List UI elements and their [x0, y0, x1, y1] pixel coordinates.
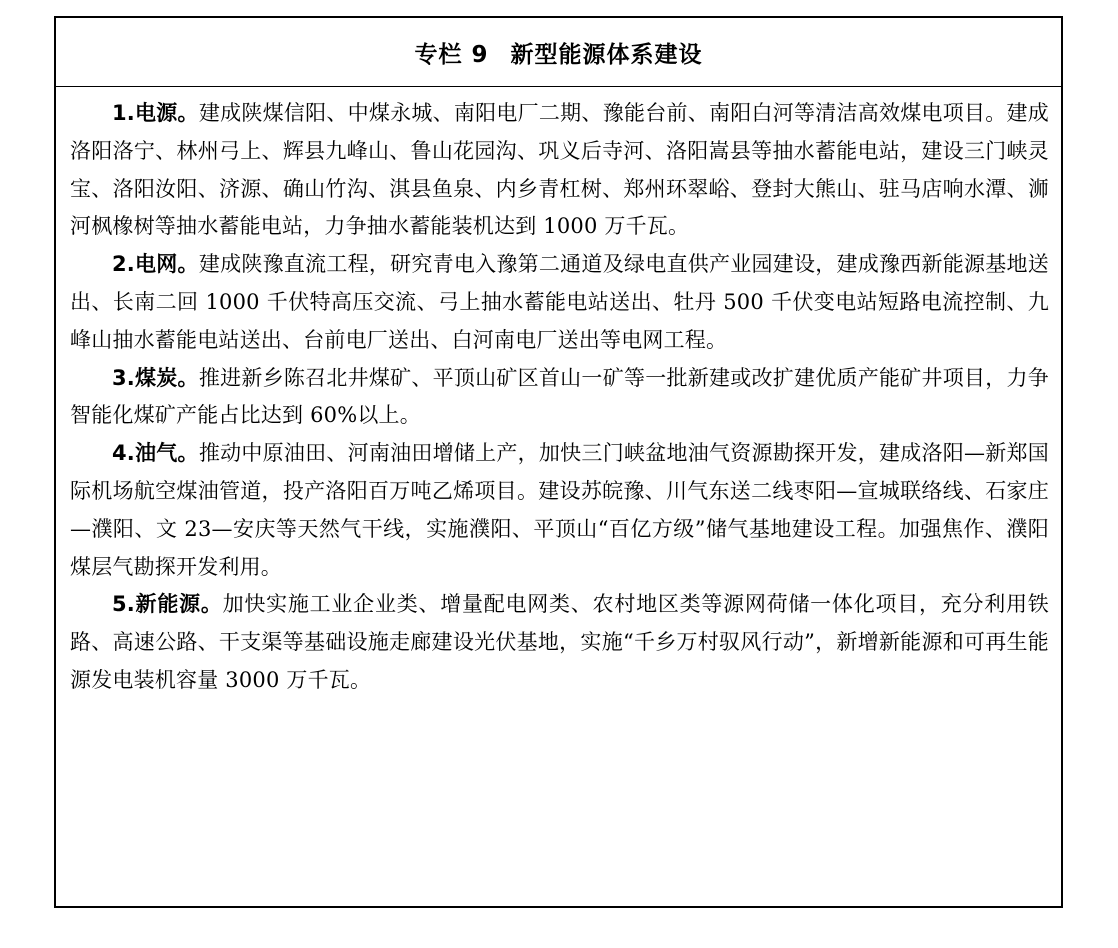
section-oil-gas: [70, 435, 1049, 586]
column-title: [56, 18, 1061, 87]
section-heading: 3.煤炭。: [112, 365, 199, 390]
section-heading: 2.电网。: [112, 252, 199, 277]
column-box: [54, 16, 1063, 908]
section-heading: 1.电源。: [112, 101, 199, 125]
section-power-grid: [70, 246, 1049, 359]
section-new-energy: [70, 586, 1049, 699]
section-body: 加快实施工业企业类、增量配电网类、农村地区类等源网荷储一体化项目，充分利用铁路、高速公路、干支渠等基础设施走廊建设光伏基地，实施“千乡万村驭风行动”，新增新能源和可再生能源发电装机容量 3000 万千瓦。: [70, 592, 1049, 692]
section-body: 建成陕豫直流工程，研究青电入豫第二通道及绿电直供产业园建设，建成豫西新能源基地送出、长南二回 1000 千伏特高压交流、弓上抽水蓄能电站送出、牡丹 500 千伏变电站短路电流控制、九峰山抽水蓄能电站送出、台前电厂送出、白河南电厂送出等电网工程。: [70, 252, 1050, 352]
column-title-text: 新型能源体系建设: [510, 41, 703, 68]
section-body: 推进新乡陈召北井煤矿、平顶山矿区首山一矿等一批新建或改扩建优质产能矿井项目，力争智能化煤矿产能占比达到 60%以上。: [70, 365, 1050, 428]
section-body: 推动中原油田、河南油田增储上产，加快三门峡盆地油气资源勘探开发，建成洛阳—新郑国际机场航空煤油管道，投产洛阳百万吨乙烯项目。建设苏皖豫、川气东送二线枣阳—宣城联络线、石家庄—濮阳、文 23—安庆等天然气干线，实施濮阳、平顶山“百亿方级”储气基地建设工程。加强焦作、濮阳煤层气勘探开发利用。: [70, 441, 1050, 579]
section-coal: [70, 360, 1049, 436]
column-content: [56, 87, 1061, 700]
section-body: 建成陕煤信阳、中煤永城、南阳电厂二期、豫能台前、南阳白河等清洁高效煤电项目。建成洛阳洛宁、林州弓上、辉县九峰山、鲁山花园沟、巩义后寺河、洛阳嵩县等抽水蓄能电站，建设三门峡灵宝、洛阳汝阳、济源、确山竹沟、淇县鱼泉、内乡青杠树、郑州环翠峪、登封大熊山、驻马店响水潭、浉河枫橡树等抽水蓄能电站，力争抽水蓄能装机达到 1000 万千瓦。: [70, 101, 1050, 239]
section-heading: 5.新能源。: [112, 592, 223, 617]
section-power-source: [70, 95, 1049, 246]
column-number: 专栏 9: [414, 41, 489, 68]
section-heading: 4.油气。: [112, 441, 199, 466]
